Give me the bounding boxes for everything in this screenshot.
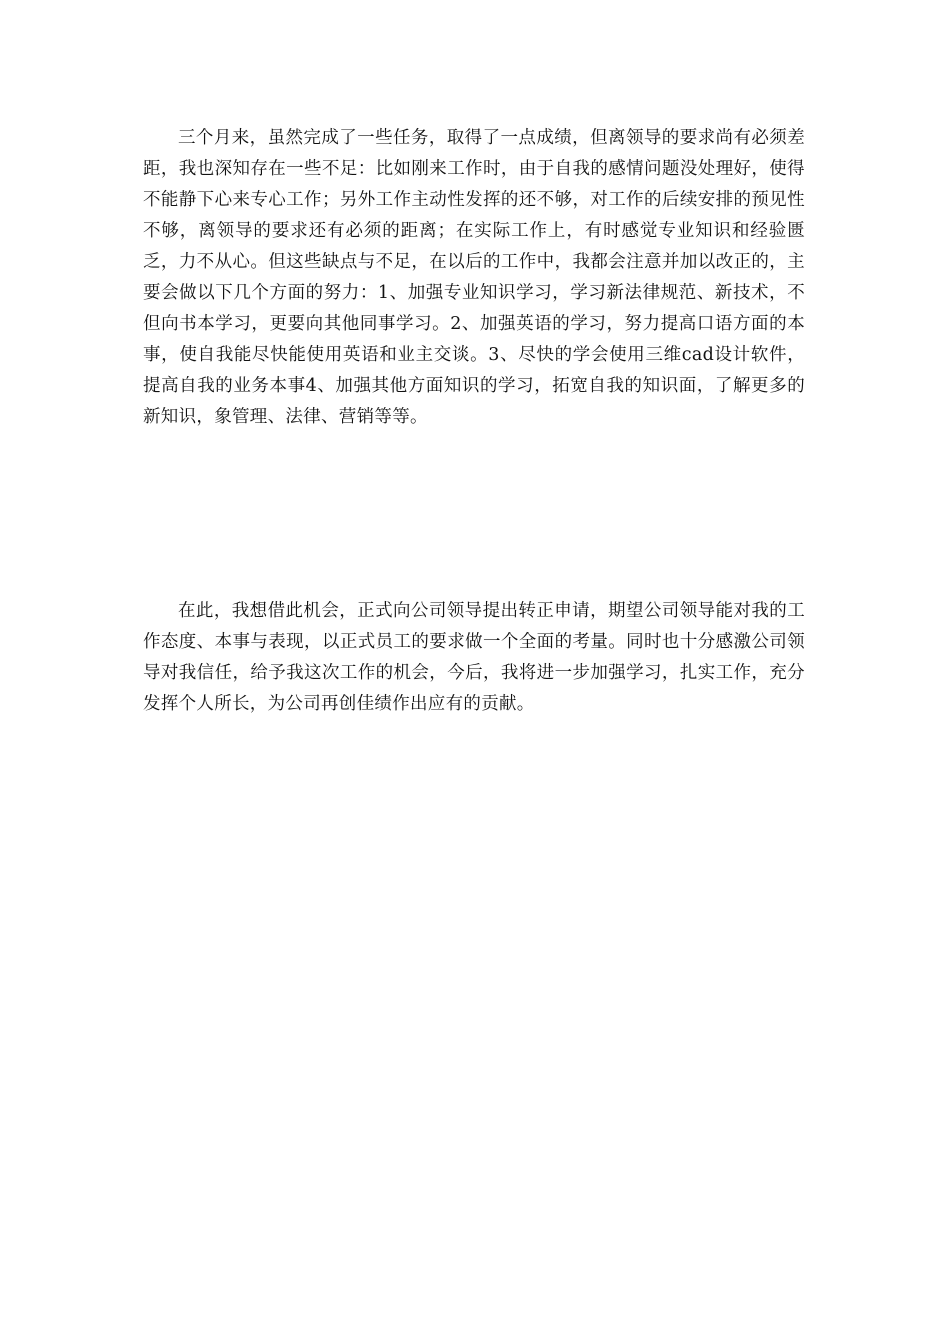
body-paragraph-application: 在此，我想借此机会，正式向公司领导提出转正申请，期望公司领导能对我的工作态度、本事与表现，以正式员工的要求做一个全面的考量。同时也十分感激公司领导对我信任，给予我这次工作的机会，今后，我将进一步加强学习，扎实工作，充分发挥个人所长，为公司再创佳绩作出应有的贡献。: [143, 601, 805, 714]
body-paragraph-shortcomings: 三个月来，虽然完成了一些任务，取得了一点成绩，但离领导的要求尚有必须差距，我也深知存在一些不足：比如刚来工作时，由于自我的感情问题没处理好，使得不能静下心来专心工作；另外工作主动性发挥的还不够，对工作的后续安排的预见性不够，离领导的要求还有必须的距离；在实际工作上，有时感觉专业知识和经验匮乏，力不从心。但这些缺点与不足，在以后的工作中，我都会注意并加以改正的，主要会做以下几个方面的努力：1、加强专业知识学习，学习新法律规范、新技术，不但向书本学习，更要向其他同事学习。2、加强英语的学习，努力提高口语方面的本事，使自我能尽快能使用英语和业主交谈。3、尽快的学会使用三维cad设计软件，提高自我的业务本事4、加强其他方面知识的学习，拓宽自我的知识面，了解更多的新知识，象管理、法律、营销等等。: [143, 128, 805, 427]
